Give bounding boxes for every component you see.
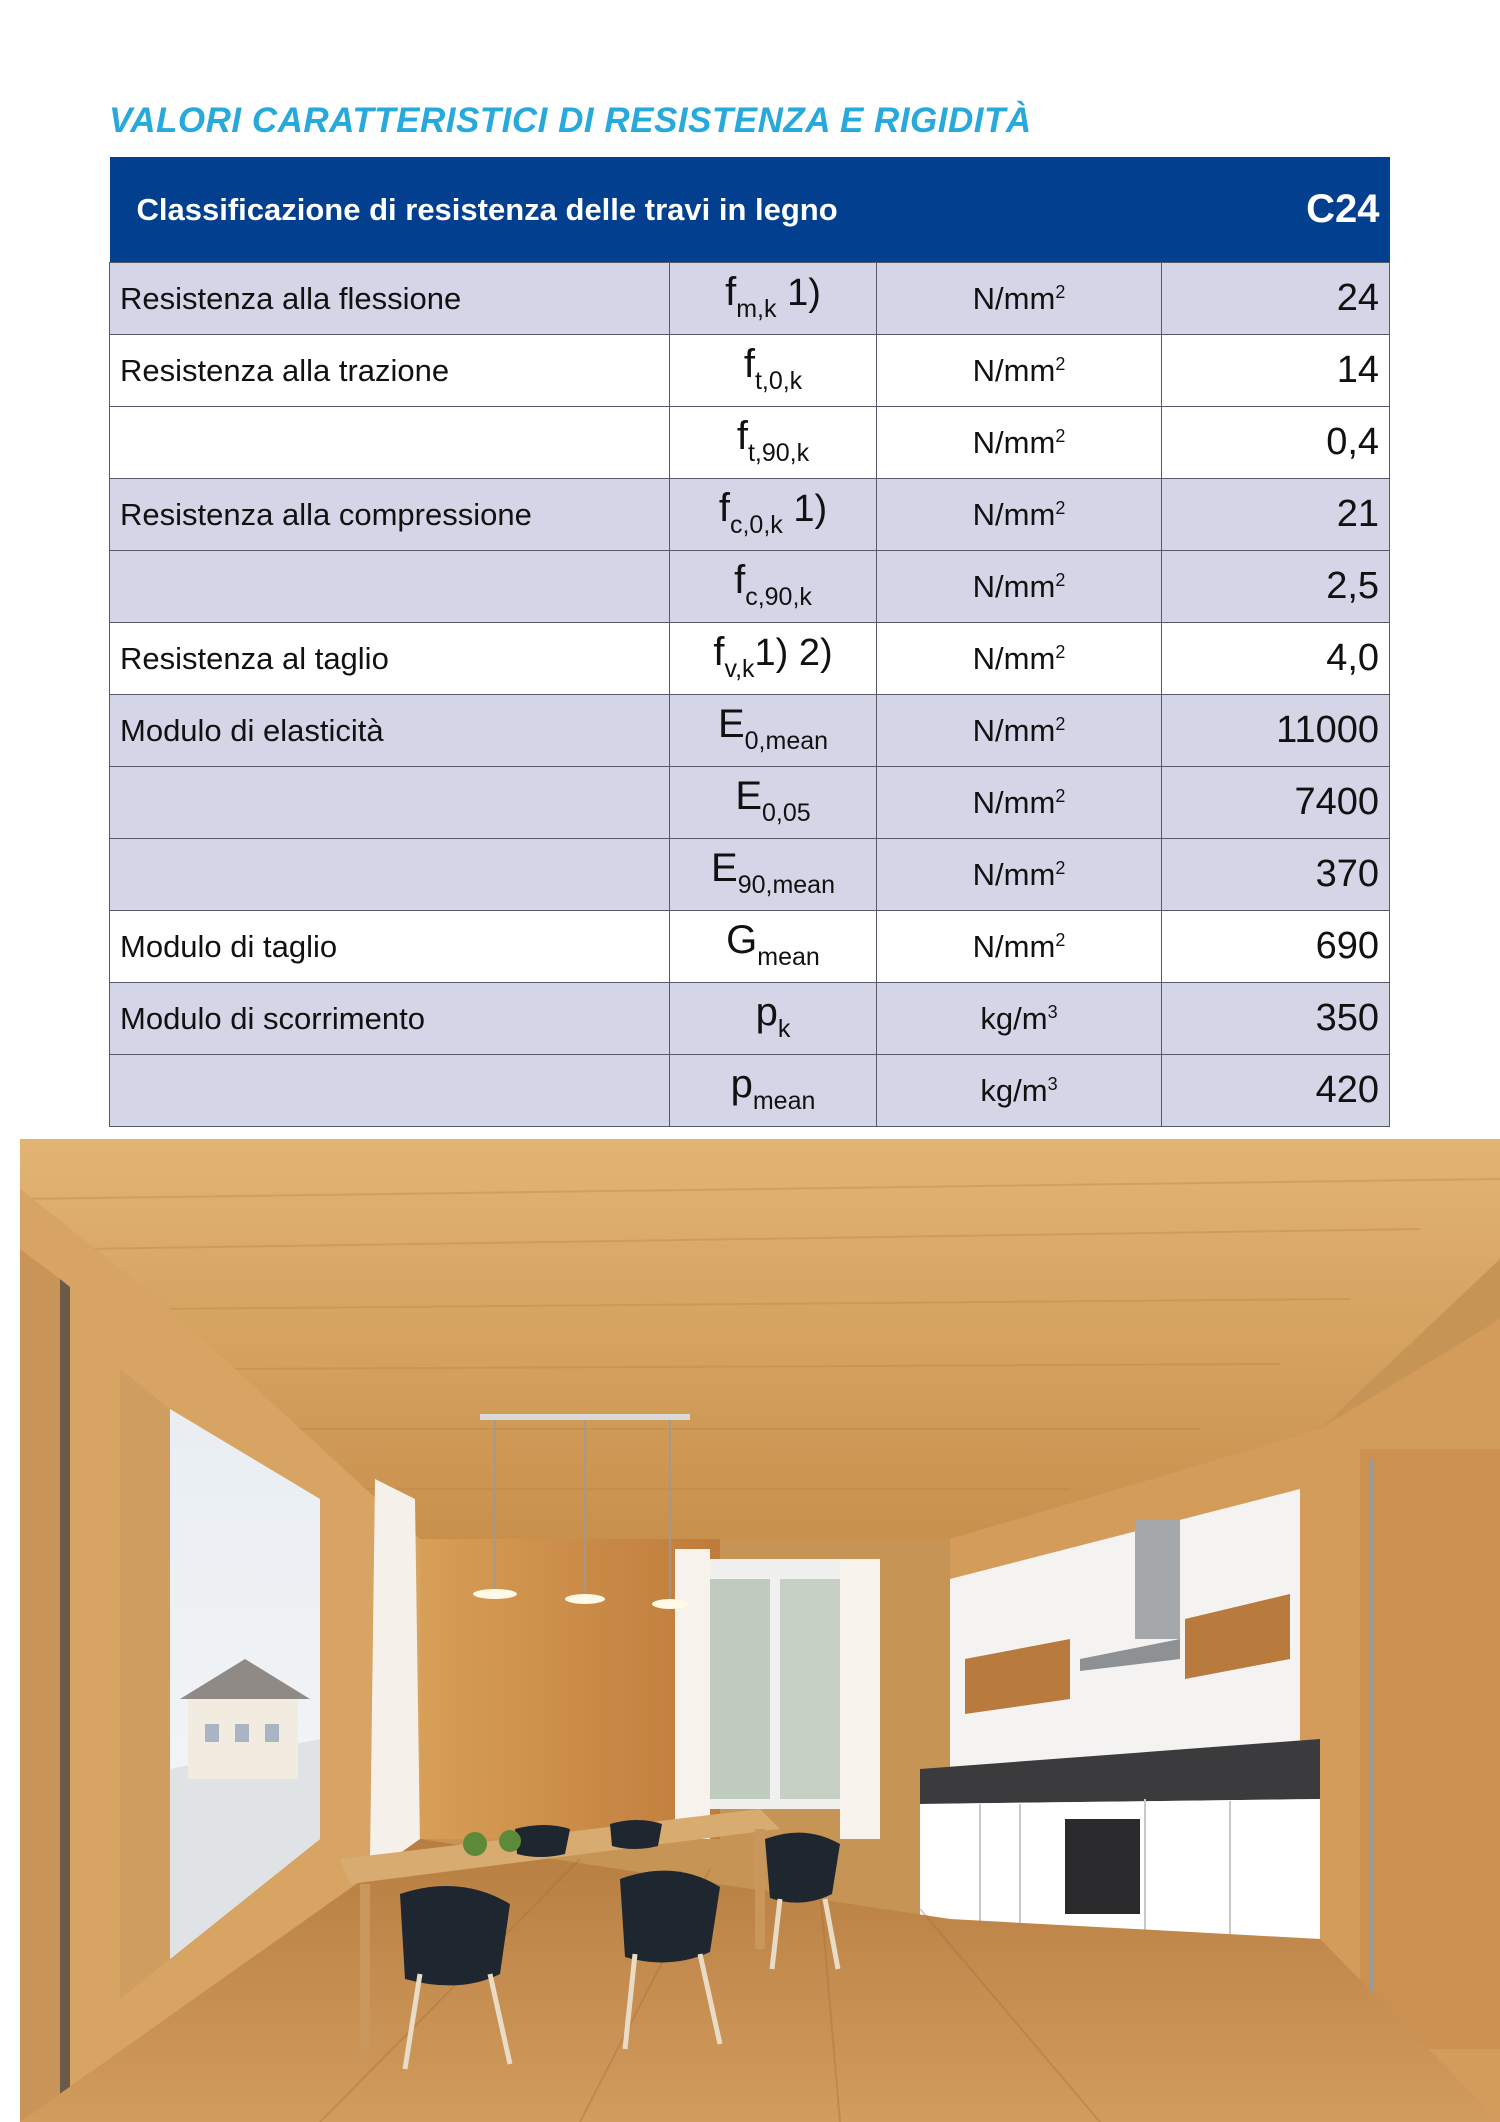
symbol-main: f — [713, 629, 725, 674]
symbol-main: f — [718, 485, 730, 530]
property-symbol — [670, 983, 877, 1055]
property-label — [110, 767, 670, 839]
table-row — [110, 983, 1390, 1055]
footnote-ref: 1) 2) — [754, 631, 833, 674]
symbol-main: E — [717, 701, 745, 746]
header-strength-class: C24 — [1162, 157, 1390, 263]
symbol-main: E — [711, 845, 738, 890]
table-row — [110, 479, 1390, 551]
unit — [877, 623, 1162, 695]
unit — [877, 1055, 1162, 1127]
property-value: 0,4 — [1162, 407, 1390, 479]
property-value: 14 — [1162, 335, 1390, 407]
unit-exponent: 2 — [1055, 641, 1066, 662]
table-row — [110, 695, 1390, 767]
unit-base: N/mm — [972, 568, 1056, 604]
symbol-subscript: t,0,k — [754, 366, 803, 395]
unit-base: N/mm — [972, 352, 1056, 388]
unit — [877, 263, 1162, 335]
table-row — [110, 263, 1390, 335]
unit-exponent: 2 — [1055, 857, 1066, 878]
unit-base: N/mm — [972, 712, 1056, 748]
symbol-subscript: mean — [757, 942, 820, 971]
property-label — [110, 1055, 670, 1127]
symbol-subscript: t,90,k — [747, 438, 810, 467]
interior-photo — [20, 1139, 1500, 2122]
unit — [877, 335, 1162, 407]
property-symbol — [670, 551, 877, 623]
unit-base: N/mm — [972, 424, 1056, 460]
property-symbol — [670, 695, 877, 767]
unit-base: N/mm — [972, 496, 1056, 532]
symbol-subscript: c,0,k — [729, 510, 783, 539]
footnote-ref: 1) — [776, 271, 821, 314]
table-row — [110, 407, 1390, 479]
unit — [877, 551, 1162, 623]
symbol-main: f — [725, 269, 737, 314]
table-row — [110, 335, 1390, 407]
property-label — [110, 407, 670, 479]
symbol-main: p — [730, 1061, 753, 1106]
table-row — [110, 1055, 1390, 1127]
unit-base: N/mm — [972, 280, 1056, 316]
symbol-subscript: 0,05 — [762, 798, 811, 827]
property-label — [110, 839, 670, 911]
unit-exponent: 2 — [1055, 929, 1066, 950]
symbol-main: f — [743, 341, 755, 386]
strength-stiffness-table — [109, 157, 1390, 1127]
property-value: 4,0 — [1162, 623, 1390, 695]
unit-exponent: 2 — [1055, 281, 1066, 302]
table-row — [110, 551, 1390, 623]
unit-base: N/mm — [972, 784, 1056, 820]
symbol-subscript: v,k — [724, 654, 755, 683]
symbol-main: f — [734, 557, 746, 602]
property-value: 11000 — [1162, 695, 1390, 767]
property-label: Resistenza al taglio — [110, 623, 670, 695]
property-symbol — [670, 407, 877, 479]
unit — [877, 911, 1162, 983]
unit-exponent: 2 — [1055, 569, 1066, 590]
table-row — [110, 623, 1390, 695]
unit-exponent: 2 — [1055, 497, 1066, 518]
property-value: 24 — [1162, 263, 1390, 335]
symbol-subscript: m,k — [736, 294, 777, 323]
unit — [877, 839, 1162, 911]
property-symbol — [670, 335, 877, 407]
header-label: Classificazione di resistenza delle travi in legno — [110, 157, 1162, 263]
page-title: VALORI CARATTERISTICI DI RESISTENZA E RIGIDITÀ — [109, 101, 1032, 140]
property-label: Modulo di taglio — [110, 911, 670, 983]
unit-base: kg/m — [980, 1072, 1048, 1108]
table-header-row — [110, 157, 1390, 263]
property-value: 420 — [1162, 1055, 1390, 1127]
table-row — [110, 911, 1390, 983]
property-symbol — [670, 263, 877, 335]
unit-exponent: 2 — [1055, 425, 1066, 446]
unit-base: N/mm — [972, 640, 1056, 676]
property-label: Resistenza alla compressione — [110, 479, 670, 551]
property-symbol — [670, 767, 877, 839]
property-symbol — [670, 839, 877, 911]
property-value: 21 — [1162, 479, 1390, 551]
table-row — [110, 839, 1390, 911]
symbol-subscript: k — [777, 1014, 791, 1043]
unit — [877, 983, 1162, 1055]
unit-exponent: 2 — [1055, 713, 1066, 734]
property-label: Modulo di elasticità — [110, 695, 670, 767]
symbol-main: p — [755, 989, 778, 1034]
unit — [877, 479, 1162, 551]
property-label: Resistenza alla flessione — [110, 263, 670, 335]
property-symbol — [670, 479, 877, 551]
property-label — [110, 551, 670, 623]
symbol-subscript: c,90,k — [745, 582, 812, 611]
table-row — [110, 767, 1390, 839]
symbol-main: f — [736, 413, 748, 458]
property-value: 7400 — [1162, 767, 1390, 839]
symbol-main: G — [726, 917, 758, 962]
symbol-main: E — [735, 773, 762, 818]
unit — [877, 407, 1162, 479]
unit-base: N/mm — [972, 928, 1056, 964]
unit-exponent: 3 — [1047, 1073, 1058, 1094]
symbol-subscript: mean — [752, 1086, 816, 1115]
property-symbol — [670, 623, 877, 695]
property-symbol — [670, 1055, 877, 1127]
symbol-subscript: 0,mean — [744, 726, 829, 755]
unit-exponent: 2 — [1055, 353, 1066, 374]
property-value: 350 — [1162, 983, 1390, 1055]
unit-exponent: 3 — [1047, 1001, 1058, 1022]
symbol-subscript: 90,mean — [737, 870, 835, 899]
property-value: 690 — [1162, 911, 1390, 983]
unit-base: kg/m — [980, 1000, 1048, 1036]
unit-exponent: 2 — [1055, 785, 1066, 806]
unit — [877, 695, 1162, 767]
footnote-ref: 1) — [782, 487, 828, 530]
property-label: Resistenza alla trazione — [110, 335, 670, 407]
unit-base: N/mm — [972, 856, 1056, 892]
property-label: Modulo di scorrimento — [110, 983, 670, 1055]
unit — [877, 767, 1162, 839]
property-symbol — [670, 911, 877, 983]
property-value: 370 — [1162, 839, 1390, 911]
property-value: 2,5 — [1162, 551, 1390, 623]
